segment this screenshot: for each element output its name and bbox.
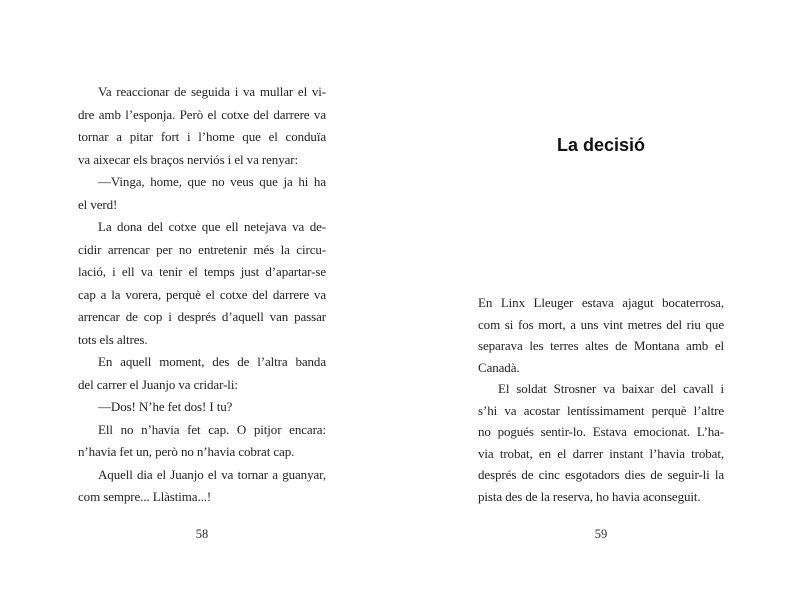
text-line: Va reaccionar de seguida i va mullar el vi- [98, 84, 326, 99]
paragraph [78, 171, 326, 216]
left-page-number: 58 [195, 527, 209, 541]
paragraph [478, 378, 724, 507]
paragraph [78, 81, 326, 171]
text-line: tornar a pitar fort i l’home que el conduïa [78, 129, 326, 144]
text-line: Canadà. [478, 359, 520, 375]
text-line: com sempre... Llàstima...! [78, 489, 212, 504]
text-line: separava les terres altes de Montana amb el [478, 338, 724, 353]
text-line: després de cinc esgotadors dies de seguir-li la [478, 467, 724, 482]
right-page-number: 59 [594, 527, 608, 541]
text-line: —Dos! N’he fet dos! I tu? [98, 399, 233, 414]
text-line: La dona del cotxe que ell netejava va de- [98, 219, 326, 234]
text-line: Aquell dia el Juanjo el va tornar a guanyar, [98, 466, 326, 482]
text-line: del carrer el Juanjo va cridar-li: [78, 376, 238, 392]
text-line: cap a la vorera, perquè el cotxe del darrere va [78, 286, 326, 302]
text-line: arrencar de cop i després d’aquell van passar [78, 309, 326, 324]
paragraph [78, 419, 326, 464]
paragraph [78, 351, 326, 396]
text-line: s’hi va acostar lentíssimament perquè l’altre [478, 402, 724, 418]
paragraph [78, 464, 326, 509]
text-line: —Vinga, home, que no veus que ja hi ha [98, 174, 326, 189]
text-line: cidir arrencar per no entretenir més la circu- [78, 241, 326, 257]
text-line: via trobat, en el darrer instant l’havia trobat, [478, 445, 724, 461]
text-line: En Linx Lleuger estava ajagut bocaterrosa, [478, 295, 724, 310]
text-line: no pogués sentir-lo. Estava emocionat. L’ha- [478, 424, 724, 439]
right-page-text [478, 292, 724, 507]
text-line: dre amb l’esponja. Però el cotxe del darrere va [78, 106, 326, 122]
text-line: com si fos mort, a uns vint metres del riu que [478, 316, 724, 332]
text-line: pista des de la reserva, ho havia aconseguit. [478, 488, 701, 504]
text-line: Ell no n’havia fet cap. O pitjor encara: [98, 421, 326, 437]
text-line: tots els altres. [78, 331, 148, 347]
text-line: En aquell moment, des de l’altra banda [98, 354, 326, 369]
paragraph [478, 292, 724, 378]
paragraph [78, 396, 326, 419]
paragraph [78, 216, 326, 351]
text-line: n’havia fet un, però no n’havia cobrat cap. [78, 444, 295, 459]
text-line: lació, i ell va tenir el temps just d’apartar-se [78, 264, 326, 279]
left-page-text [78, 81, 326, 509]
text-line: va aixecar els braços nerviós i el va renyar: [78, 151, 299, 167]
chapter-title: La decisió [556, 135, 646, 155]
text-line: El soldat Strosner va baixar del cavall i [498, 381, 724, 396]
text-line: el verd! [78, 196, 118, 212]
